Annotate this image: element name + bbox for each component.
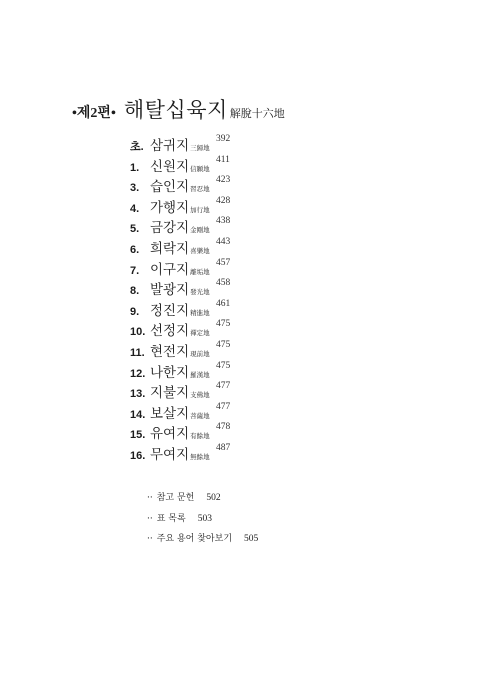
chapter-title-hanja: 離垢地 (190, 267, 210, 276)
appendix-entry[interactable] (147, 511, 258, 532)
bullet-marker: ·· (147, 534, 153, 544)
chapter-number: 초. (130, 141, 144, 153)
toc-entry[interactable] (130, 339, 231, 361)
toc-entry[interactable] (130, 236, 231, 258)
page-number: 475 (216, 339, 231, 350)
chapter-number: 1. (130, 161, 140, 174)
chapter-number: 16. (130, 449, 146, 462)
toc-entry[interactable] (130, 195, 231, 217)
appendix-list (147, 490, 258, 552)
chapter-number: 6. (130, 243, 140, 256)
bullet-marker: ·· (147, 493, 153, 503)
chapter-title-hanja: 支佛地 (190, 391, 210, 400)
chapter-title-hanja: 信願地 (190, 164, 210, 173)
page-number: 428 (216, 195, 231, 206)
chapter-title: 현전지 (150, 343, 190, 360)
page-number: 411 (216, 154, 230, 165)
toc-entry[interactable] (130, 422, 231, 443)
toc-entry[interactable] (130, 134, 231, 155)
page-number: 438 (216, 216, 231, 227)
chapter-title-hanja: 發光地 (190, 288, 210, 297)
table-of-contents (130, 134, 231, 464)
chapter-title: 발광지 (150, 282, 190, 299)
toc-entry[interactable] (130, 154, 230, 176)
page-number: 477 (216, 401, 231, 412)
chapter-title: 삼귀지 (150, 138, 190, 154)
chapter-title: 무여지 (150, 446, 190, 463)
page-number: 457 (216, 257, 231, 268)
appendix-entry[interactable] (147, 490, 258, 511)
chapter-title: 정진지 (150, 302, 190, 319)
chapter-title: 금강지 (150, 220, 190, 237)
page-number: 475 (216, 319, 231, 330)
appendix-label: 주요 용어 찾아보기 (156, 534, 233, 544)
chapter-title: 나한지 (150, 364, 190, 381)
chapter-title: 보살지 (150, 405, 190, 422)
chapter-title: 신원지 (150, 158, 190, 175)
chapter-number: 11. (130, 346, 145, 359)
chapter-title-hanja: 三歸地 (190, 144, 210, 152)
chapter-number: 14. (130, 408, 146, 421)
chapter-title: 선정지 (150, 323, 190, 340)
toc-entry[interactable] (130, 257, 231, 279)
chapter-title: 유여지 (150, 426, 190, 443)
chapter-title-hanja: 無餘地 (190, 452, 210, 461)
bullet-marker: ·· (147, 513, 153, 524)
chapter-title-hanja: 精進地 (190, 308, 210, 317)
chapter-title: 가행지 (150, 199, 190, 216)
page-number: 477 (216, 381, 231, 392)
chapter-title: 지불지 (150, 385, 190, 402)
toc-entry[interactable] (130, 381, 231, 402)
page-number: 503 (197, 513, 212, 524)
chapter-number: 15. (130, 429, 146, 442)
toc-entry[interactable] (130, 278, 231, 299)
chapter-title-hanja: 禪定地 (190, 329, 210, 338)
page-number: 478 (216, 422, 231, 433)
chapter-title: 희락지 (150, 240, 190, 257)
toc-entry[interactable] (130, 216, 231, 237)
chapter-title-hanja: 喜樂地 (190, 246, 210, 255)
part-title-hanja: 解脫十六地 (229, 107, 285, 120)
appendix-label: 참고 문헌 (156, 493, 195, 503)
toc-entry[interactable] (130, 360, 231, 382)
chapter-title-hanja: 有餘地 (190, 432, 210, 441)
chapter-title: 이구지 (150, 261, 190, 278)
page-number: 392 (216, 134, 231, 144)
toc-entry[interactable] (130, 175, 231, 196)
page-number: 475 (216, 360, 231, 371)
chapter-number: 3. (130, 182, 140, 195)
chapter-title-hanja: 金剛地 (190, 226, 210, 235)
page-number: 458 (216, 278, 231, 289)
chapter-title: 습인지 (150, 179, 190, 196)
toc-entry[interactable] (130, 298, 231, 320)
chapter-number: 13. (130, 388, 146, 401)
appendix-entry[interactable] (147, 531, 258, 552)
part-heading (72, 94, 285, 124)
chapter-title-hanja: 加行地 (190, 205, 210, 214)
toc-entry[interactable] (130, 319, 231, 340)
chapter-number: 4. (130, 202, 140, 215)
page-number: 423 (216, 175, 231, 186)
chapter-number: 10. (130, 326, 146, 339)
chapter-number: 7. (130, 264, 140, 277)
chapter-title-hanja: 菩薩地 (190, 411, 210, 420)
chapter-title-hanja: 現前地 (190, 349, 210, 358)
toc-entry[interactable] (130, 401, 231, 423)
chapter-number: 12. (130, 367, 146, 380)
chapter-number: 5. (130, 223, 140, 236)
page-number: 443 (216, 236, 231, 247)
page-number: 505 (244, 534, 259, 544)
chapter-number: 9. (130, 305, 140, 318)
page-number: 487 (216, 442, 231, 453)
chapter-title-hanja: 習忍地 (190, 185, 210, 194)
toc-entry[interactable] (130, 442, 231, 464)
part-label: •제2편• (72, 106, 116, 121)
part-title: 해탈십육지 (123, 98, 228, 122)
page-number: 461 (216, 298, 231, 309)
appendix-label: 표 목록 (156, 513, 186, 524)
page-number: 502 (206, 493, 221, 503)
chapter-title-hanja: 羅漢地 (190, 370, 210, 379)
chapter-number: 8. (130, 285, 140, 298)
